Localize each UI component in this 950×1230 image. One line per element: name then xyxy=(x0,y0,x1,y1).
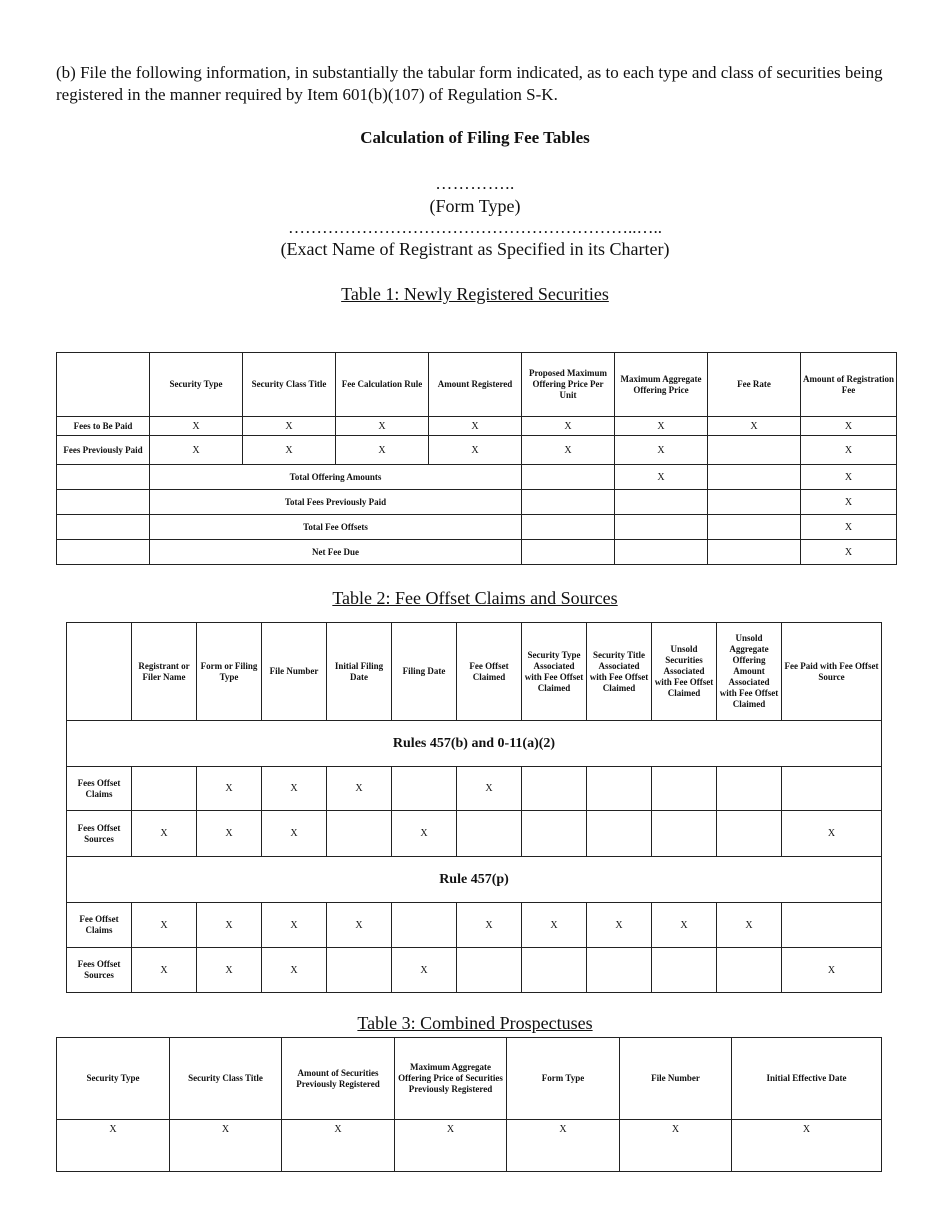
form-type-label: (Form Type) xyxy=(429,196,521,216)
table-row xyxy=(57,490,897,515)
table-cell: X xyxy=(615,417,708,436)
table-row xyxy=(57,465,897,490)
table-cell: X xyxy=(262,767,327,811)
table-cell: X xyxy=(457,903,522,948)
table-cell: X xyxy=(132,903,197,948)
table2-header: Filing Date xyxy=(392,623,457,721)
section-title: Rules 457(b) and 0-11(a)(2) xyxy=(67,721,882,767)
table-cell xyxy=(615,490,708,515)
table-cell: X xyxy=(429,436,522,465)
table-cell: X xyxy=(336,417,429,436)
table-combined-prospectuses xyxy=(56,1037,882,1172)
table-cell: X xyxy=(150,436,243,465)
table-cell: X xyxy=(395,1120,507,1172)
table-cell: X xyxy=(801,436,897,465)
table-cell xyxy=(522,948,587,993)
table-cell: X xyxy=(457,767,522,811)
table-cell xyxy=(708,490,801,515)
table-cell: X xyxy=(262,811,327,857)
table-cell xyxy=(522,767,587,811)
table3-header-row xyxy=(57,1038,882,1120)
row-label: Fees Offset Sources xyxy=(67,948,132,993)
table2-header: Security Type Associated with Fee Offset Claimed xyxy=(522,623,587,721)
table-cell: X xyxy=(522,903,587,948)
table-row xyxy=(57,515,897,540)
table-cell xyxy=(57,515,150,540)
table2-header: Fee Offset Claimed xyxy=(457,623,522,721)
table-row xyxy=(67,811,882,857)
table-cell: X xyxy=(732,1120,882,1172)
table-cell: X xyxy=(327,767,392,811)
table-cell: X xyxy=(57,1120,170,1172)
table-cell: X xyxy=(708,417,801,436)
table2-header: Form or Filing Type xyxy=(197,623,262,721)
table-cell xyxy=(57,540,150,565)
table1-header: Proposed Maximum Offering Price Per Unit xyxy=(522,353,615,417)
table1-header: Security Type xyxy=(150,353,243,417)
row-label: Fees Offset Claims xyxy=(67,767,132,811)
table-cell xyxy=(708,515,801,540)
table-cell: X xyxy=(801,540,897,565)
table-cell xyxy=(708,465,801,490)
table-cell: X xyxy=(522,436,615,465)
table-cell: X xyxy=(801,417,897,436)
table-cell: X xyxy=(717,903,782,948)
table-cell: X xyxy=(522,417,615,436)
table-cell: X xyxy=(392,811,457,857)
table-cell xyxy=(717,811,782,857)
section-row xyxy=(67,721,882,767)
table-cell: X xyxy=(197,903,262,948)
registrant-name-label: (Exact Name of Registrant as Specified in its Charter) xyxy=(280,239,670,259)
table1-header: Amount Registered xyxy=(429,353,522,417)
registrant-name-blank: ……………………………………………………..….. xyxy=(288,218,662,237)
table-cell xyxy=(587,948,652,993)
table-cell xyxy=(717,948,782,993)
table-row xyxy=(57,417,897,436)
table-cell: X xyxy=(615,436,708,465)
total-label: Net Fee Due xyxy=(150,540,522,565)
table2-header: File Number xyxy=(262,623,327,721)
table3-header: File Number xyxy=(620,1038,732,1120)
table-cell xyxy=(652,948,717,993)
table2-header: Initial Filing Date xyxy=(327,623,392,721)
table3-header: Amount of Securities Previously Registered xyxy=(282,1038,395,1120)
table-cell xyxy=(327,811,392,857)
table-cell xyxy=(522,540,615,565)
table-cell: X xyxy=(197,811,262,857)
table-cell: X xyxy=(652,903,717,948)
table1-header-blank xyxy=(57,353,150,417)
table-cell: X xyxy=(336,436,429,465)
table-cell xyxy=(717,767,782,811)
table-cell: X xyxy=(262,903,327,948)
table-cell: X xyxy=(243,417,336,436)
table-fee-offset-claims xyxy=(66,622,882,993)
table-cell: X xyxy=(429,417,522,436)
total-label: Total Fees Previously Paid xyxy=(150,490,522,515)
table-cell: X xyxy=(801,465,897,490)
table-cell xyxy=(587,767,652,811)
table-cell: X xyxy=(327,903,392,948)
table-cell xyxy=(522,811,587,857)
table-row xyxy=(57,540,897,565)
table3-header: Security Type xyxy=(57,1038,170,1120)
table-cell: X xyxy=(170,1120,282,1172)
table-cell xyxy=(708,436,801,465)
table-row xyxy=(67,948,882,993)
form-type-blank: ………….. xyxy=(435,174,515,193)
table-cell: X xyxy=(801,490,897,515)
table-cell: X xyxy=(197,948,262,993)
section-title: Rule 457(p) xyxy=(67,857,882,903)
table3-header: Initial Effective Date xyxy=(732,1038,882,1120)
table-cell xyxy=(522,465,615,490)
table-row xyxy=(57,436,897,465)
table-cell: X xyxy=(782,948,882,993)
table1-header: Maximum Aggregate Offering Price xyxy=(615,353,708,417)
row-label: Fees Previously Paid xyxy=(57,436,150,465)
table-cell: X xyxy=(615,465,708,490)
table-cell xyxy=(57,490,150,515)
table-cell xyxy=(708,540,801,565)
table-cell: X xyxy=(587,903,652,948)
table-cell xyxy=(457,811,522,857)
table1-header: Security Class Title xyxy=(243,353,336,417)
table-cell xyxy=(652,811,717,857)
table-cell xyxy=(392,903,457,948)
table-row xyxy=(67,767,882,811)
table3-header: Maximum Aggregate Offering Price of Securities Previously Registered xyxy=(395,1038,507,1120)
row-label: Fees to Be Paid xyxy=(57,417,150,436)
table-cell xyxy=(522,515,615,540)
table-cell xyxy=(782,767,882,811)
table-cell xyxy=(587,811,652,857)
table-cell xyxy=(615,540,708,565)
table2-header-row xyxy=(67,623,882,721)
intro-paragraph: (b) File the following information, in substantially the tabular form indicated, as to each type and class of securities being registered in the manner required by Item 601(b)(107) of Regulation S-K. xyxy=(56,63,883,104)
table-cell: X xyxy=(132,948,197,993)
table-cell xyxy=(327,948,392,993)
table-row xyxy=(67,903,882,948)
table-cell: X xyxy=(392,948,457,993)
table2-header: Fee Paid with Fee Offset Source xyxy=(782,623,882,721)
table2-header: Security Title Associated with Fee Offset Claimed xyxy=(587,623,652,721)
table-cell: X xyxy=(801,515,897,540)
table-cell: X xyxy=(262,948,327,993)
table-cell xyxy=(615,515,708,540)
table3-title: Table 3: Combined Prospectuses xyxy=(357,1013,593,1033)
table1-title: Table 1: Newly Registered Securities xyxy=(341,284,609,304)
table1-header-row xyxy=(57,353,897,417)
table-cell xyxy=(652,767,717,811)
table1-header: Amount of Registration Fee xyxy=(801,353,897,417)
table2-header-blank xyxy=(67,623,132,721)
table-newly-registered-securities xyxy=(56,352,897,565)
table2-header: Unsold Securities Associated with Fee Offset Claimed xyxy=(652,623,717,721)
total-label: Total Fee Offsets xyxy=(150,515,522,540)
page-title: Calculation of Filing Fee Tables xyxy=(360,128,590,147)
table-cell xyxy=(522,490,615,515)
table-row xyxy=(57,1120,882,1172)
table-cell: X xyxy=(132,811,197,857)
table-cell: X xyxy=(282,1120,395,1172)
table-cell xyxy=(57,465,150,490)
table-cell xyxy=(457,948,522,993)
table3-header: Security Class Title xyxy=(170,1038,282,1120)
table2-header: Unsold Aggregate Offering Amount Associated with Fee Offset Claimed xyxy=(717,623,782,721)
total-label: Total Offering Amounts xyxy=(150,465,522,490)
row-label: Fee Offset Claims xyxy=(67,903,132,948)
section-row xyxy=(67,857,882,903)
table2-title: Table 2: Fee Offset Claims and Sources xyxy=(332,588,618,608)
table1-header: Fee Rate xyxy=(708,353,801,417)
table-cell: X xyxy=(782,811,882,857)
table-cell xyxy=(392,767,457,811)
table-cell: X xyxy=(243,436,336,465)
table3-header: Form Type xyxy=(507,1038,620,1120)
table1-header: Fee Calculation Rule xyxy=(336,353,429,417)
table2-header: Registrant or Filer Name xyxy=(132,623,197,721)
table-cell xyxy=(782,903,882,948)
table-cell: X xyxy=(150,417,243,436)
table-cell: X xyxy=(620,1120,732,1172)
table-cell: X xyxy=(507,1120,620,1172)
table-cell xyxy=(132,767,197,811)
table-cell: X xyxy=(197,767,262,811)
row-label: Fees Offset Sources xyxy=(67,811,132,857)
